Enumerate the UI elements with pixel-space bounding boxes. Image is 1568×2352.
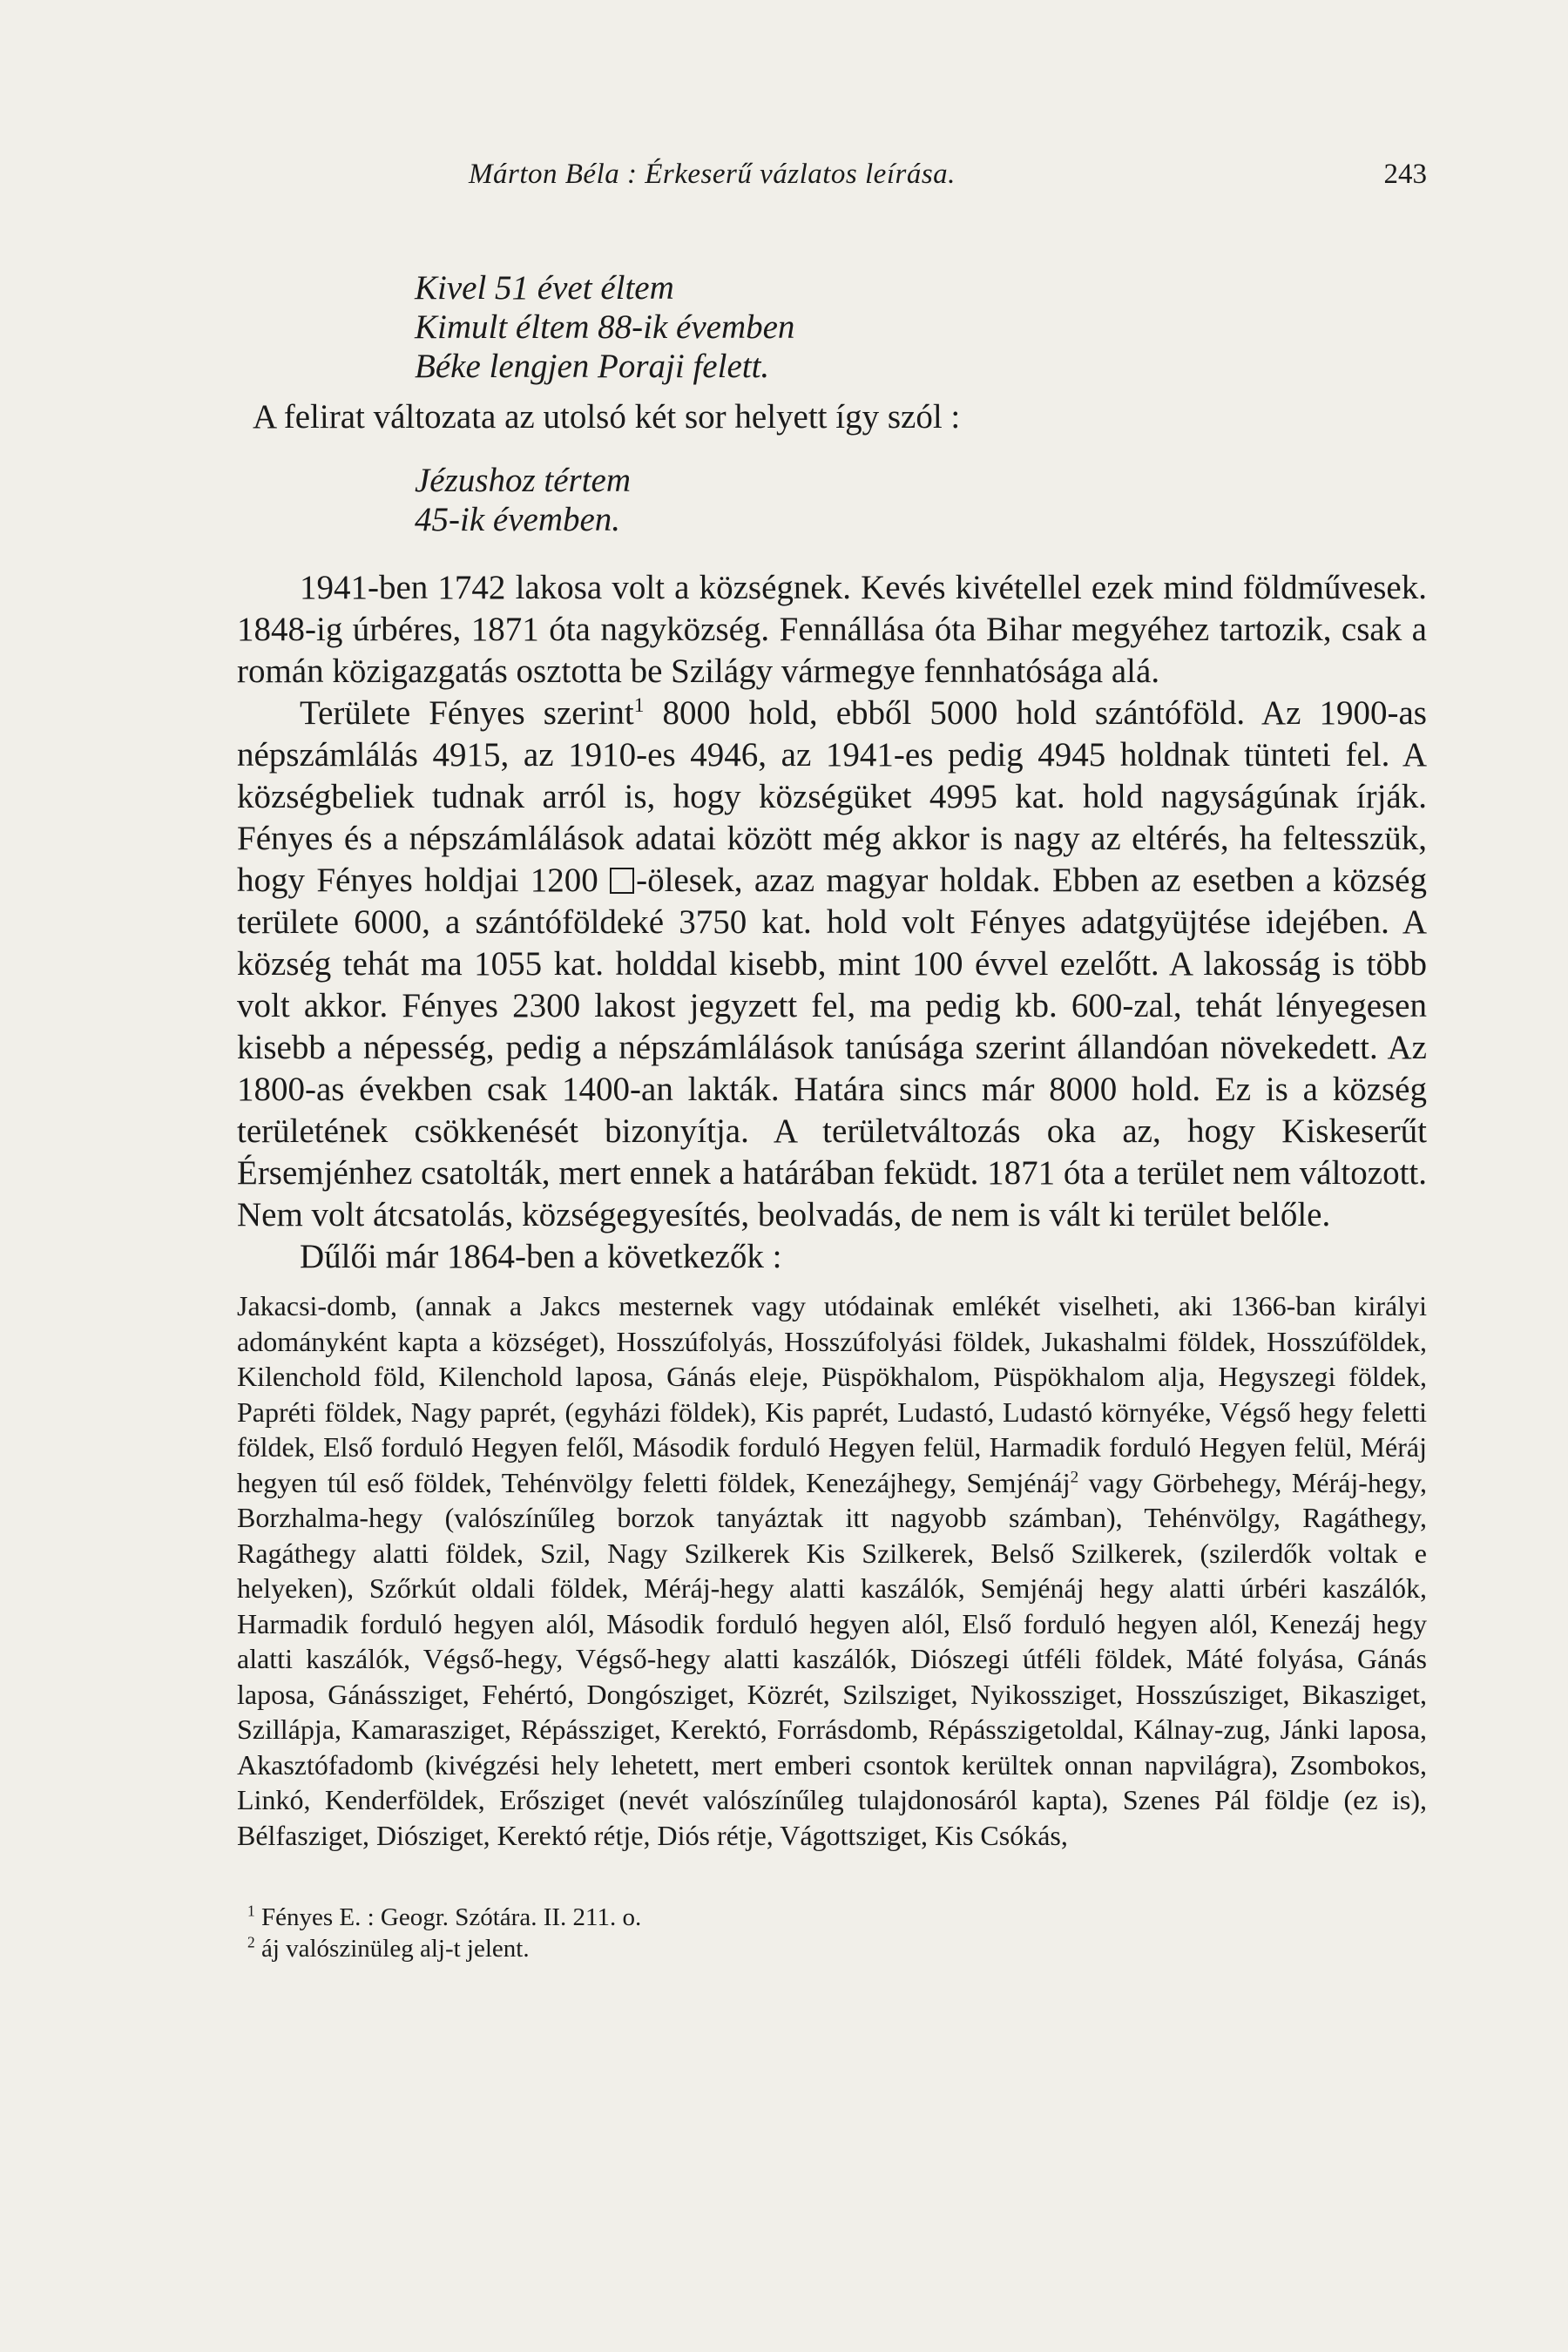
verse-line: Jézushoz tértem xyxy=(415,462,632,499)
verse-line: 45-ik évemben. xyxy=(415,501,621,538)
footnote-mark: 1 xyxy=(247,1902,255,1920)
paragraph-area: Területe Fényes szerint$^1$ 8000 hold, ebből 5000 hold szántóföld. Az 1900-as népszámlálás 4915, az 1910-es 4946, az 1941-es pedig 4945 holdnak tünteti fel. A községbeliek tudnak arról is, hogy községüket 4995 kat. hold nagyságúnak írják. Fényes és a népszámlálások adatai között még akkor is nagy az eltérés, ha feltesszük, hogy Fényes holdjai 1200 -ölesek, azaz magyar holdak. Ebben az esetben a község területe 6000, a szántóföldeké 3750 kat. hold volt Fényes adatgyüjtése idejében. A község tehát ma 1055 kat. holddal kisebb, mint 100 évvel ezelőtt. A lakosság is több volt akkor. Fényes 2300 lakost jegyzett fel, ma pedig kb. 600-zal, tehát lényegesen kisebb a népesség, pedig a népszámlálások tanúsága szerint állandóan növekedett. Az 1800-as években csak 1400-an lakták. Határa sincs már 8000 hold. Ez is a község területének csökkenését bizonyítja. A területváltozás oka az, hogy Kiskeserűt Érsemjénhez csatolták, mert ennek a határában feküdt. 1871 óta a terület nem változott. Nem volt átcsatolás, községegyesítés, beolvadás, de nem is vált ki terület belőle. xyxy=(237,694,1427,1233)
verse-line: Kivel 51 évet éltem xyxy=(415,269,674,307)
epitaph-verse xyxy=(415,268,1427,386)
verse-line: Béke lengjen Poraji felett. xyxy=(415,348,770,385)
verse-line: Kimult éltem 88-ik évemben xyxy=(415,308,795,346)
body-text xyxy=(237,567,1427,1278)
square-symbol-icon xyxy=(610,868,634,894)
footnotes xyxy=(237,1902,1427,1964)
footnote-ref: 1 xyxy=(633,694,645,717)
footnote: $^1$ Fényes E. : Geogr. Szótára. II. 211. o. xyxy=(247,1902,642,1931)
running-header xyxy=(237,148,1427,200)
book-page xyxy=(237,148,1427,1964)
field-names-list: Jakacsi-domb, (annak a Jakcs mesternek vagy utódainak emlékét viselheti, aki 1366-ban királyi adományként kapta a községet), Hosszúfolyás, Hosszúfolyási földek, Jukashalmi földek, Hosszúföldek, Kilenchold föld, Kilenchold laposa, Gánás eleje, Püspökhalom, Püspökhalom alja, Hegyszegi földek, Papréti földek, Nagy paprét, (egyházi földek), Kis paprét, Ludastó, Ludastó környéke, Végső hegy feletti földek, Első forduló Hegyen felől, Második forduló Hegyen felül, Harmadik forduló Hegyen felül, Méráj hegyen túl eső földek, Tehénvölgy feletti földek, Kenezájhegy, Semjénáj$^2$ vagy Görbehegy, Méráj-hegy, Borzhalma-hegy (valószínűleg borzok tanyáztak itt nagyobb számban), Tehénvölgy, Ragáthegy, Ragáthegy alatti földek, Szil, Nagy Szilkerek Kis Szilkerek, Belső Szilkerek, (szilerdők voltak e helyeken), Szőrkút oldali földek, Méráj-hegy alatti kaszálók, Semjénáj hegy alatti úrbéri kaszálók, Harmadik forduló hegyen alól, Második forduló hegyen alól, Első forduló hegyen alól, Kenezáj hegy alatti kaszálók, Végső-hegy, Végső-hegy alatti kaszálók, Diószegi útféli földek, Máté folyása, Gánás laposa, Gánássziget, Fehértó, Dongósziget, Közrét, Szilsziget, Nyikossziget, Hosszúsziget, Bikasziget, Szillápja, Kamarasziget, Répássziget, Kerektó, Forrásdomb, Répásszigetoldal, Kálnay-zug, Jánki laposa, Akasztófadomb (kivégzési hely lehetett, mert emberi csontok kerültek onnan napvilágra), Zsombokos, Linkó, Kenderföldek, Erősziget (nevét valószínűleg tulajdonosáról kapta), Szenes Pál földje (ez is), Bélfasziget, Diósziget, Kerektó rétje, Diós rétje, Vágottsziget, Kis Csókás, xyxy=(237,1290,1428,1851)
footnote: $^2$ áj valószinüleg alj-t jelent. xyxy=(247,1933,530,1963)
footnote-ref: 2 xyxy=(1070,1467,1079,1486)
footnote-mark: 2 xyxy=(247,1933,255,1951)
variant-intro: A felirat változata az utolsó két sor helyett így szól : xyxy=(253,398,961,436)
epitaph-variant-verse xyxy=(415,461,1427,539)
header-title: Márton Béla : Érkeserű vázlatos leírása. xyxy=(469,159,956,190)
paragraph-fields-intro: Dűlői már 1864-ben a következők : xyxy=(300,1238,782,1275)
page-number: 243 xyxy=(1383,159,1427,190)
paragraph-population: 1941-ben 1742 lakosa volt a községnek. Kevés kivétellel ezek mind földművesek. 1848-ig úrbéres, 1871 óta nagyközség. Fennállása óta Bihar megyéhez tartozik, csak a román közigazgatás osztotta be Szilágy vármegye fennhatósága alá. xyxy=(237,569,1427,690)
